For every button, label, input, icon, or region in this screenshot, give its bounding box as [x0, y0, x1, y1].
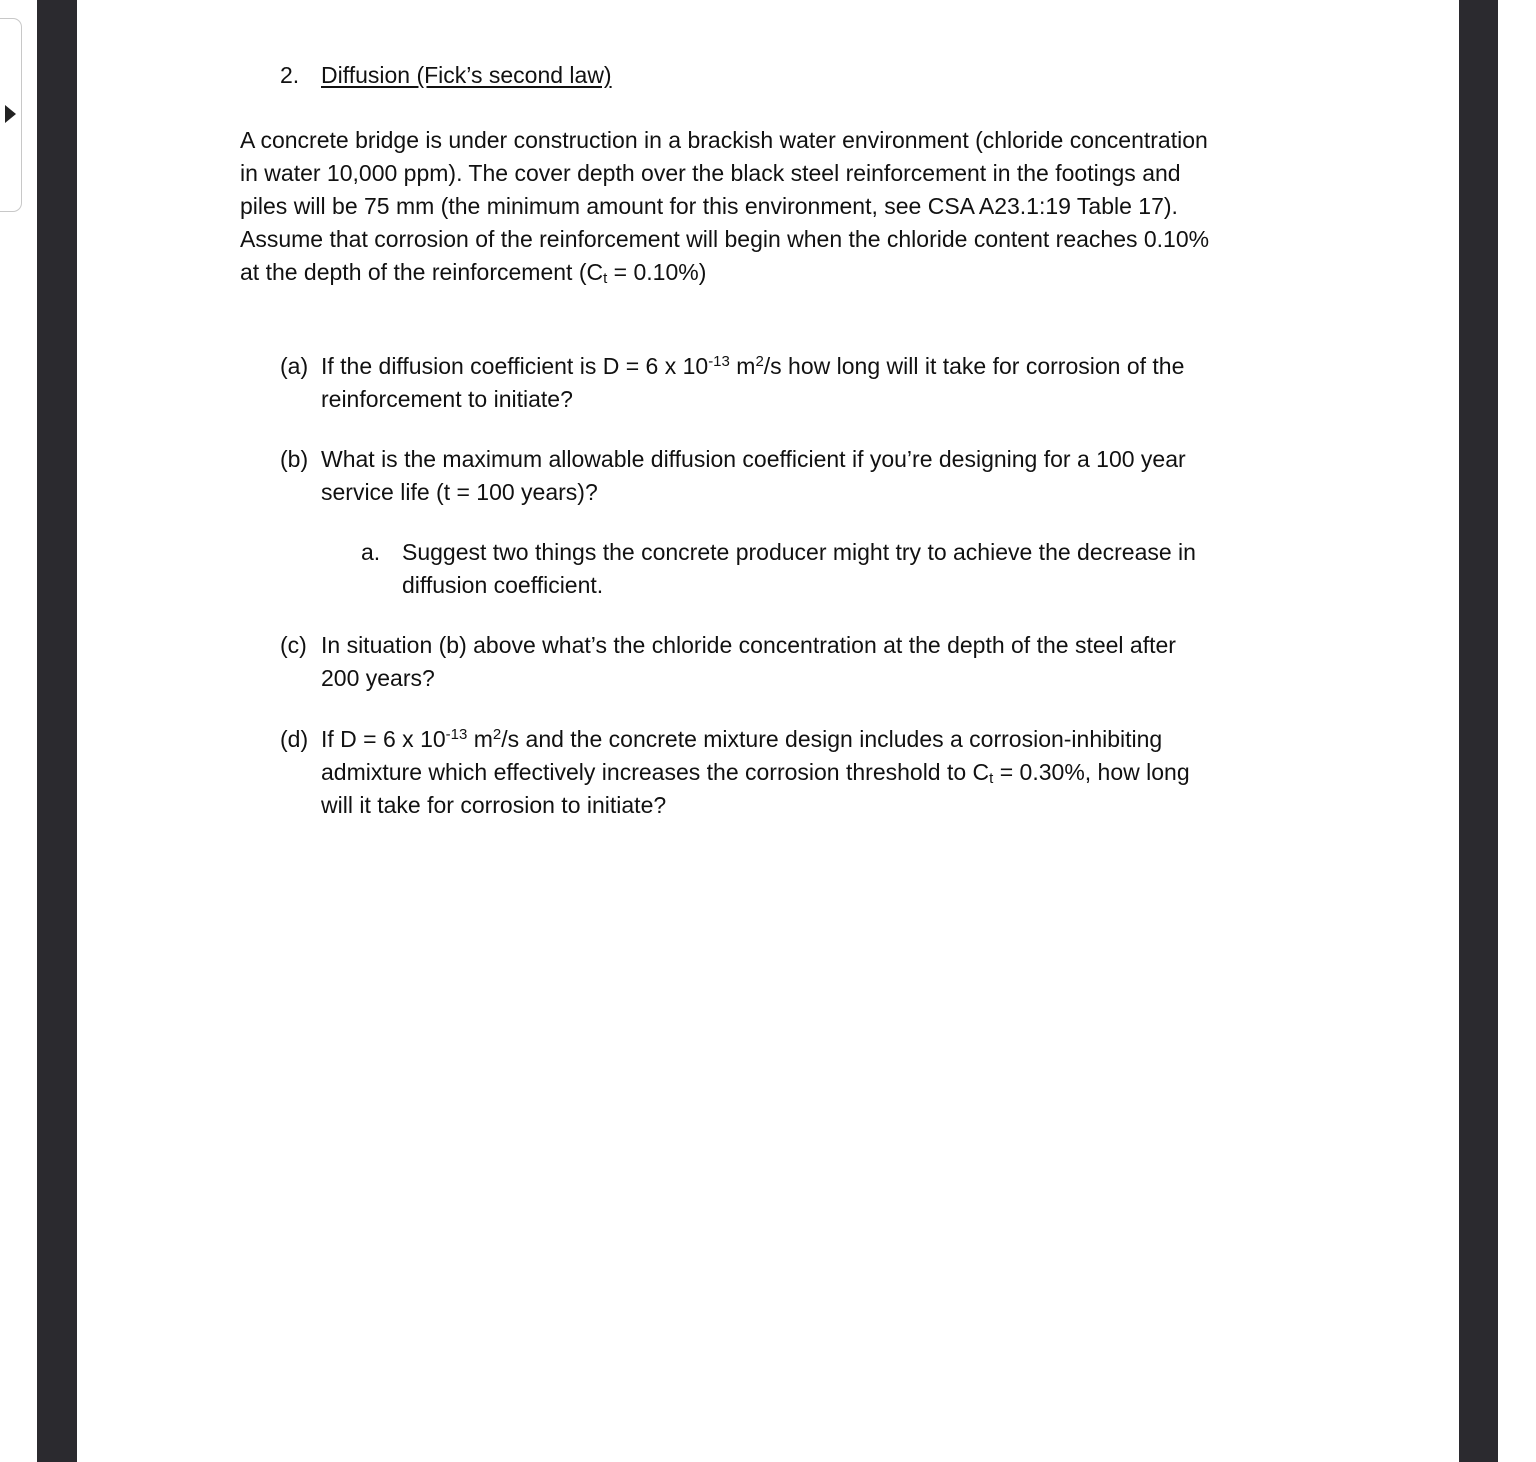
superscript-exponent: -13	[708, 353, 730, 370]
question-line	[321, 723, 1190, 756]
intro-line: Assume that corrosion of the reinforcement will begin when the chloride content reaches 0.10%	[240, 226, 1210, 252]
subitem-text	[402, 536, 1196, 602]
intro-line	[240, 256, 1209, 289]
intro-line: in water 10,000 ppm). The cover depth over the black steel reinforcement in the footings and	[240, 160, 1181, 186]
intro-text: = 0.10%)	[607, 259, 707, 285]
question-line: reinforcement to initiate?	[321, 386, 573, 412]
question-line: Suggest two things the concrete producer might try to achieve the decrease in	[402, 539, 1196, 565]
question-text: m	[729, 353, 756, 379]
intro-text: at the depth of the reinforcement (C	[240, 259, 604, 285]
heading-number: 2.	[280, 62, 300, 88]
question-line: 200 years?	[321, 665, 435, 691]
question-a-text	[321, 350, 1184, 416]
viewer-gutter-right	[1459, 0, 1498, 1462]
subscript-t: t	[989, 770, 994, 787]
question-line	[321, 350, 1184, 383]
question-text: /s how long will it take for corrosion of the	[763, 353, 1185, 379]
question-line	[321, 756, 1190, 789]
question-text: admixture which effectively increases the corrosion threshold to C	[321, 759, 990, 785]
superscript-exponent: 2	[492, 726, 502, 743]
question-c-label: (c)	[280, 632, 307, 658]
superscript-exponent: -13	[445, 726, 468, 743]
question-b-text	[321, 443, 1186, 509]
question-line: In situation (b) above what’s the chloride concentration at the depth of the steel after	[321, 632, 1176, 658]
question-text: If D = 6 x 10	[321, 726, 446, 752]
question-line: diffusion coefficient.	[402, 572, 604, 598]
question-a-label: (a)	[280, 353, 309, 379]
subitem-label: a.	[361, 539, 381, 565]
right-margin	[1498, 0, 1536, 1462]
subscript-t: t	[603, 270, 608, 287]
question-line: What is the maximum allowable diffusion coefficient if you’re designing for a 100 year	[321, 446, 1186, 472]
question-text: = 0.30%, how long	[993, 759, 1190, 785]
question-d-label: (d)	[280, 726, 309, 752]
question-line: will it take for corrosion to initiate?	[321, 792, 667, 818]
question-text: If the diffusion coefficient is D = 6 x 10	[321, 353, 709, 379]
question-c-text	[321, 629, 1176, 695]
question-d-text	[321, 723, 1190, 822]
superscript-exponent: 2	[755, 353, 764, 370]
question-b-label: (b)	[280, 446, 309, 472]
question-text: /s and the concrete mixture design includes a corrosion-inhibiting	[501, 726, 1163, 752]
intro-line: A concrete bridge is under construction in a brackish water environment (chloride concentration	[240, 127, 1208, 153]
left-margin	[0, 0, 37, 1462]
heading-title: Diffusion (Fick’s second law)	[321, 62, 612, 88]
intro-paragraph	[240, 124, 1209, 289]
intro-line: piles will be 75 mm (the minimum amount for this environment, see CSA A23.1:19 Table 17).	[240, 193, 1178, 219]
question-line: service life (t = 100 years)?	[321, 479, 598, 505]
expand-arrow-icon[interactable]	[5, 105, 16, 123]
question-text: m	[467, 726, 493, 752]
viewer-gutter-left	[37, 0, 77, 1462]
document-page	[77, 0, 1459, 1462]
